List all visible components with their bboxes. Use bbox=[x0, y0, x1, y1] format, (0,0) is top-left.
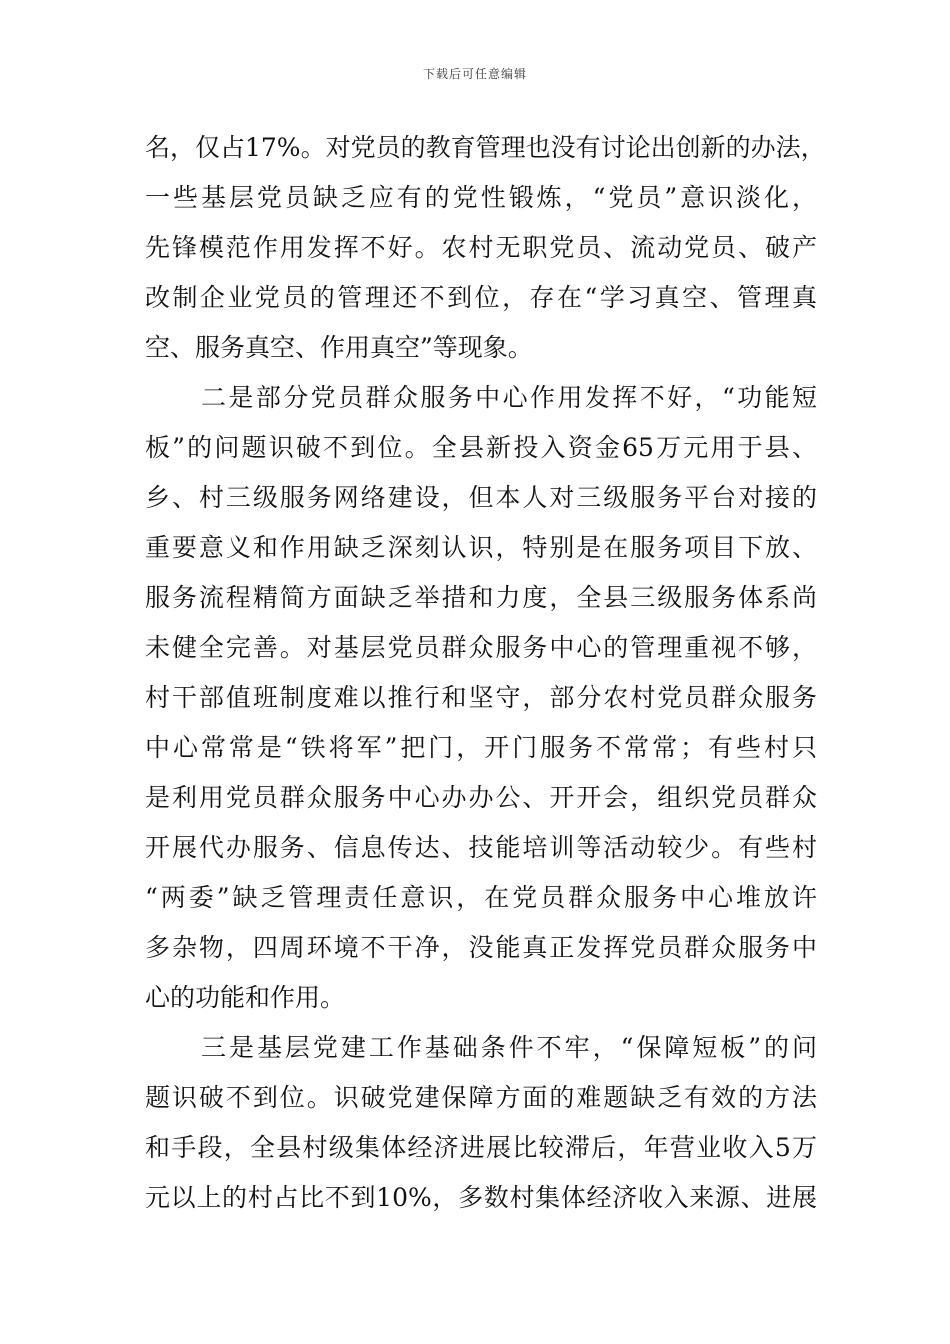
text-line: 中心常常是“铁将军”把门，开门服务不常常；有些村只 bbox=[145, 733, 817, 762]
text-line: 板”的问题识破不到位。全县新投入资金65万元用于县、 bbox=[145, 433, 817, 462]
text-line: 先锋模范作用发挥不好。农村无职党员、流动党员、破产 bbox=[145, 233, 817, 262]
text-line: 多杂物，四周环境不干净，没能真正发挥党员群众服务中 bbox=[145, 933, 817, 962]
text-line: 心的功能和作用。 bbox=[145, 983, 346, 1012]
text-line: 和手段，全县村级集体经济进展比较滞后，年营业收入5万 bbox=[145, 1133, 817, 1162]
text-line: 开展代办服务、信息传达、技能培训等活动较少。有些村 bbox=[145, 833, 817, 862]
text-line: 是利用党员群众服务中心办办公、开开会，组织党员群众 bbox=[145, 783, 817, 812]
paragraph-first-line: 二是部分党员群众服务中心作用发挥不好，“功能短 bbox=[201, 383, 817, 412]
text-line: 改制企业党员的管理还不到位，存在“学习真空、管理真 bbox=[145, 283, 817, 312]
text-line: 一些基层党员缺乏应有的党性锻炼，“党员”意识淡化， bbox=[145, 183, 817, 212]
text-line: 空、服务真空、作用真空”等现象。 bbox=[145, 333, 533, 362]
text-line: 村干部值班制度难以推行和坚守，部分农村党员群众服务 bbox=[145, 683, 817, 712]
text-line: 重要意义和作用缺乏深刻认识，特别是在服务项目下放、 bbox=[145, 533, 817, 562]
text-line: 服务流程精简方面缺乏举措和力度，全县三级服务体系尚 bbox=[145, 583, 817, 612]
text-line: 元以上的村占比不到10%，多数村集体经济收入来源、进展 bbox=[145, 1183, 817, 1212]
paragraph-first-line: 三是基层党建工作基础条件不牢，“保障短板”的问 bbox=[201, 1033, 817, 1062]
text-line: 名，仅占17%。对党员的教育管理也没有讨论出创新的办法， bbox=[145, 133, 826, 162]
text-line: 未健全完善。对基层党员群众服务中心的管理重视不够， bbox=[145, 633, 817, 662]
text-line: “两委”缺乏管理责任意识，在党员群众服务中心堆放许 bbox=[145, 883, 817, 912]
page-header: 下载后可任意编辑 bbox=[422, 67, 527, 81]
text-line: 乡、村三级服务网络建设，但本人对三级服务平台对接的 bbox=[145, 483, 817, 512]
text-line: 题识破不到位。识破党建保障方面的难题缺乏有效的方法 bbox=[145, 1083, 817, 1112]
document-body bbox=[145, 129, 826, 1229]
